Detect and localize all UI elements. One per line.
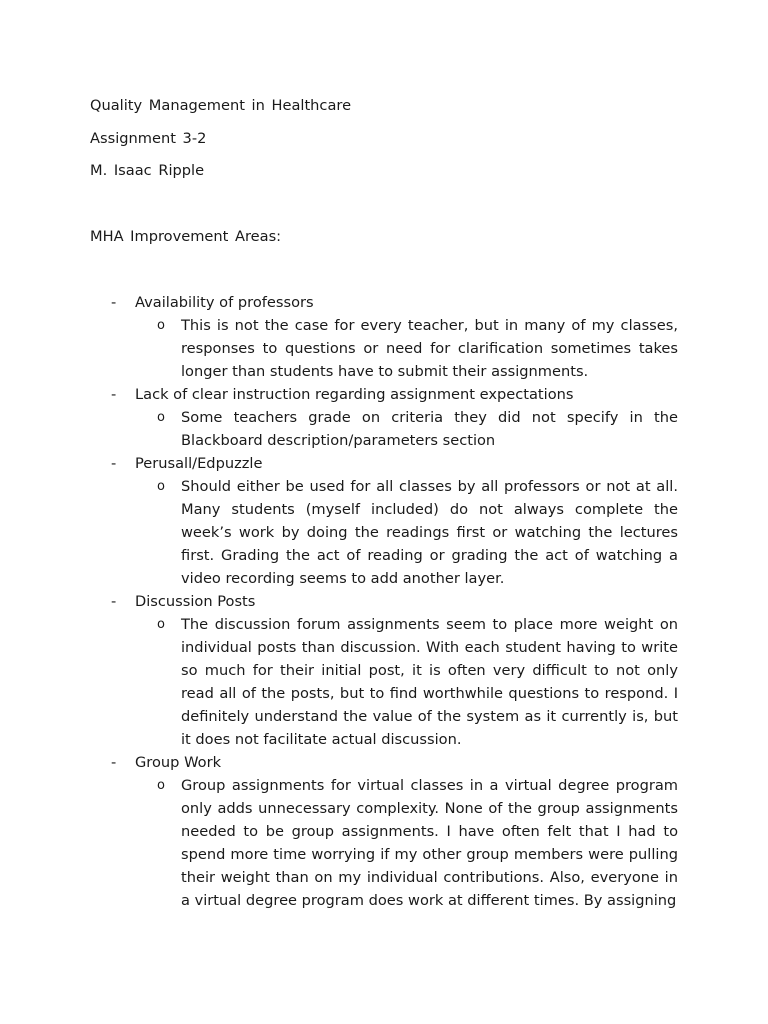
dash-bullet: -: [111, 455, 117, 472]
circle-bullet: o: [157, 778, 165, 793]
dash-bullet: -: [111, 593, 117, 610]
item-label: Availability of professors: [135, 294, 314, 311]
circle-bullet: o: [157, 318, 165, 333]
list-item: [0, 751, 768, 912]
item-label: Perusall/Edpuzzle: [135, 455, 263, 472]
list-item: [0, 291, 768, 383]
author-name: M. Isaac Ripple: [90, 162, 205, 179]
item-detail: Group assignments for virtual classes in a virtual degree program only adds unnecessary complexity. None of the group assignments needed to be group assignments. I have often felt that I had to spend more time worrying if my other group members were pulling their weight than on my individual contributions. Also, everyone in a virtual degree program does work at different times. By assigning: [181, 777, 678, 909]
course-title: Quality Management in Healthcare: [90, 97, 352, 114]
circle-bullet: o: [157, 410, 165, 425]
item-detail: Some teachers grade on criteria they did not specify in the Blackboard description/parameters section: [181, 409, 678, 449]
list-item: [0, 383, 768, 452]
item-detail: Should either be used for all classes by all professors or not at all. Many students (myself included) do not always complete the week’s work by doing the readings first or watching the lectures first. Grading the act of reading or grading the act of watching a video recording seems to add another layer.: [181, 478, 678, 587]
dash-bullet: -: [111, 294, 117, 311]
dash-bullet: -: [111, 386, 117, 403]
section-title: MHA Improvement Areas:: [90, 228, 282, 245]
circle-bullet: o: [157, 479, 165, 494]
item-label: Discussion Posts: [135, 593, 256, 610]
list-item: [0, 452, 768, 590]
item-detail: The discussion forum assignments seem to place more weight on individual posts than discussion. With each student having to write so much for their initial post, it is often very difficult to not only read all of the posts, but to find worthwhile questions to respond. I definitely understand the value of the system as it currently is, but it does not facilitate actual discussion.: [181, 616, 678, 748]
item-detail: This is not the case for every teacher, but in many of my classes, responses to questions or need for clarification sometimes takes longer than students have to submit their assignments.: [181, 317, 678, 380]
dash-bullet: -: [111, 754, 117, 771]
list-item: [0, 590, 768, 751]
item-label: Lack of clear instruction regarding assignment expectations: [135, 386, 574, 403]
improvement-list: [0, 291, 768, 912]
assignment-number: Assignment 3-2: [90, 130, 207, 147]
circle-bullet: o: [157, 617, 165, 632]
item-label: Group Work: [135, 754, 222, 771]
